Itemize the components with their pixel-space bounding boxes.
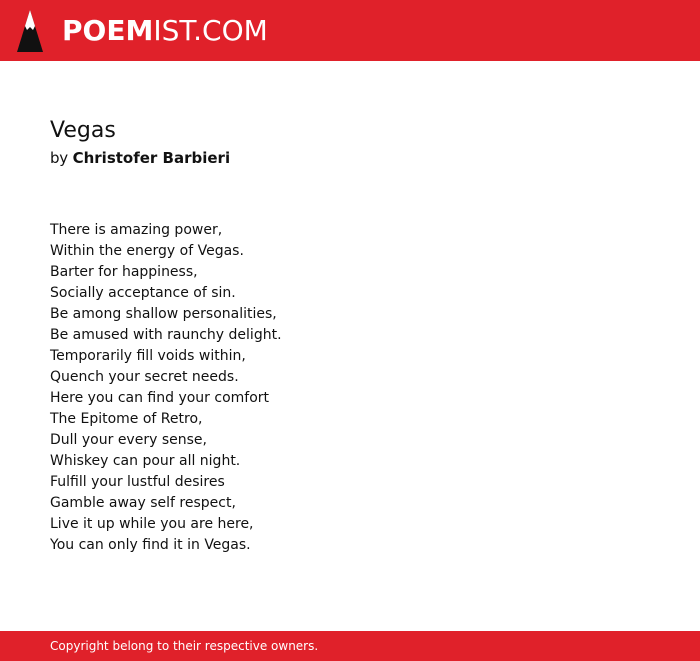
poem-line: Quench your secret needs.: [50, 369, 239, 385]
poem-line: Whiskey can pour all night.: [50, 453, 241, 469]
poem-line: Live it up while you are here,: [50, 516, 254, 532]
poem-line: Socially acceptance of sin.: [50, 285, 236, 301]
poem-author: Christofer Barbieri: [72, 149, 231, 167]
site-logo-link[interactable]: [16, 9, 268, 53]
poem-line: Temporarily fill voids within,: [50, 348, 246, 364]
poem-line: Barter for happiness,: [50, 264, 198, 280]
copyright-text: Copyright belong to their respective owners.: [50, 639, 319, 653]
poem-line: The Epitome of Retro,: [50, 411, 203, 427]
poem-line: You can only find it in Vegas.: [50, 537, 251, 553]
poem-body: [50, 220, 650, 556]
site-footer: [0, 631, 700, 661]
poem-line: Be among shallow personalities,: [50, 306, 277, 322]
poem-line: Here you can find your comfort: [50, 390, 270, 406]
poem-line: Fulfill your lustful desires: [50, 474, 225, 490]
poem-byline: [50, 147, 650, 169]
byline-label: by: [50, 149, 68, 167]
poem-line: There is amazing power,: [50, 222, 223, 238]
pencil-tip-icon: [16, 9, 44, 53]
poem-line: Gamble away self respect,: [50, 495, 236, 511]
poem-line: Be amused with raunchy delight.: [50, 327, 282, 343]
poem-line: Dull your every sense,: [50, 432, 207, 448]
poem-line: Within the energy of Vegas.: [50, 243, 244, 259]
poem-content: [50, 116, 650, 556]
site-header: [0, 0, 700, 61]
logo-bold-text: POEM: [62, 14, 154, 47]
site-logo-text: [62, 9, 268, 53]
logo-light-text: IST.COM: [153, 14, 268, 47]
poem-title: Vegas: [50, 118, 116, 143]
